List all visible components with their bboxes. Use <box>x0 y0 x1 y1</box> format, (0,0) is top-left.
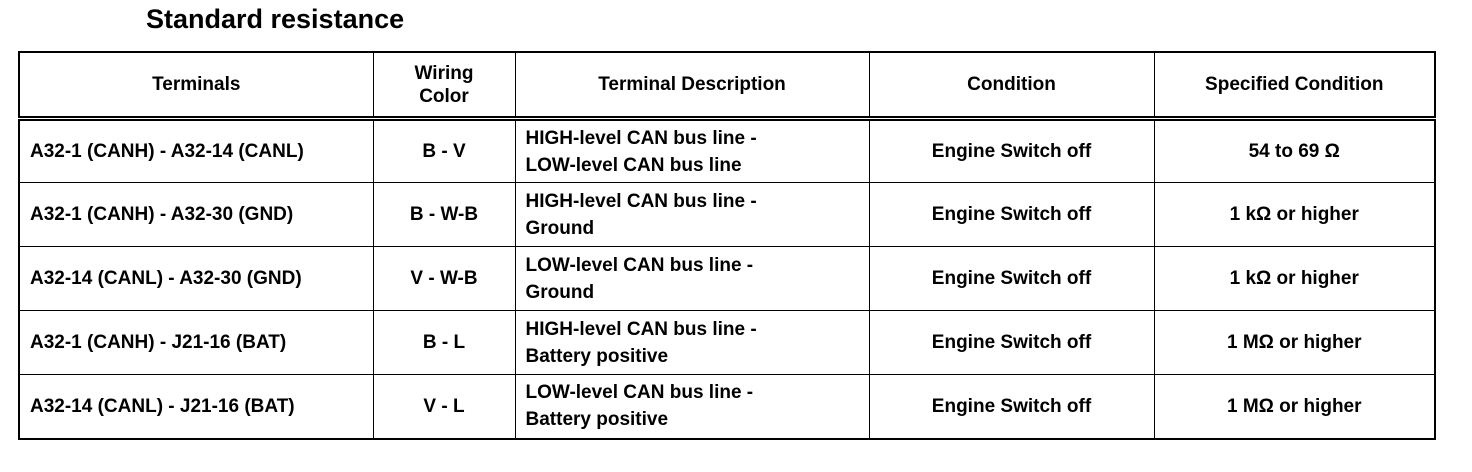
table-row <box>19 375 1435 439</box>
cell-terminal-description <box>515 119 869 183</box>
cell-terminals: A32-1 (CANH) - A32-30 (GND) <box>19 183 373 247</box>
header-condition: Condition <box>869 52 1154 119</box>
header-terminal-description: Terminal Description <box>515 52 869 119</box>
cell-condition: Engine Switch off <box>869 183 1154 247</box>
cell-wiring-color: B - L <box>373 311 515 375</box>
cell-wiring-color: V - L <box>373 375 515 439</box>
table-row <box>19 119 1435 183</box>
cell-condition: Engine Switch off <box>869 311 1154 375</box>
cell-terminals: A32-14 (CANL) - J21-16 (BAT) <box>19 375 373 439</box>
cell-terminals: A32-1 (CANH) - A32-14 (CANL) <box>19 119 373 183</box>
cell-condition: Engine Switch off <box>869 119 1154 183</box>
cell-terminal-description <box>515 311 869 375</box>
cell-terminal-description <box>515 183 869 247</box>
cell-wiring-color: B - V <box>373 119 515 183</box>
description-line: LOW-level CAN bus line - <box>525 254 754 276</box>
table-row <box>19 247 1435 311</box>
cell-wiring-color: B - W-B <box>373 183 515 247</box>
table-row <box>19 183 1435 247</box>
description-line: Ground <box>525 217 595 239</box>
cell-wiring-color: V - W-B <box>373 247 515 311</box>
header-specified-condition: Specified Condition <box>1154 52 1435 119</box>
table-header-row <box>19 52 1435 119</box>
header-wiring-color <box>373 52 515 119</box>
cell-condition: Engine Switch off <box>869 375 1154 439</box>
cell-specified-condition: 54 to 69 Ω <box>1154 119 1435 183</box>
cell-specified-condition: 1 MΩ or higher <box>1154 311 1435 375</box>
description-line: Ground <box>525 281 595 303</box>
cell-condition: Engine Switch off <box>869 247 1154 311</box>
cell-terminals: A32-1 (CANH) - J21-16 (BAT) <box>19 311 373 375</box>
cell-terminal-description <box>515 375 869 439</box>
description-line: HIGH-level CAN bus line - <box>525 127 757 149</box>
table-row <box>19 311 1435 375</box>
cell-specified-condition: 1 MΩ or higher <box>1154 375 1435 439</box>
description-line: LOW-level CAN bus line <box>525 154 742 176</box>
description-line: HIGH-level CAN bus line - <box>525 318 757 340</box>
standard-resistance-table <box>18 51 1436 440</box>
cell-terminal-description <box>515 247 869 311</box>
cell-terminals: A32-14 (CANL) - A32-30 (GND) <box>19 247 373 311</box>
page-title: Standard resistance <box>146 4 405 34</box>
cell-specified-condition: 1 kΩ or higher <box>1154 247 1435 311</box>
cell-specified-condition: 1 kΩ or higher <box>1154 183 1435 247</box>
description-line: Battery positive <box>525 345 669 367</box>
header-wiring-color-line1: Wiring <box>414 62 474 84</box>
description-line: HIGH-level CAN bus line - <box>525 190 757 212</box>
header-terminals: Terminals <box>19 52 373 119</box>
description-line: LOW-level CAN bus line - <box>525 382 754 404</box>
description-line: Battery positive <box>525 409 669 431</box>
header-wiring-color-line2: Color <box>419 85 469 107</box>
